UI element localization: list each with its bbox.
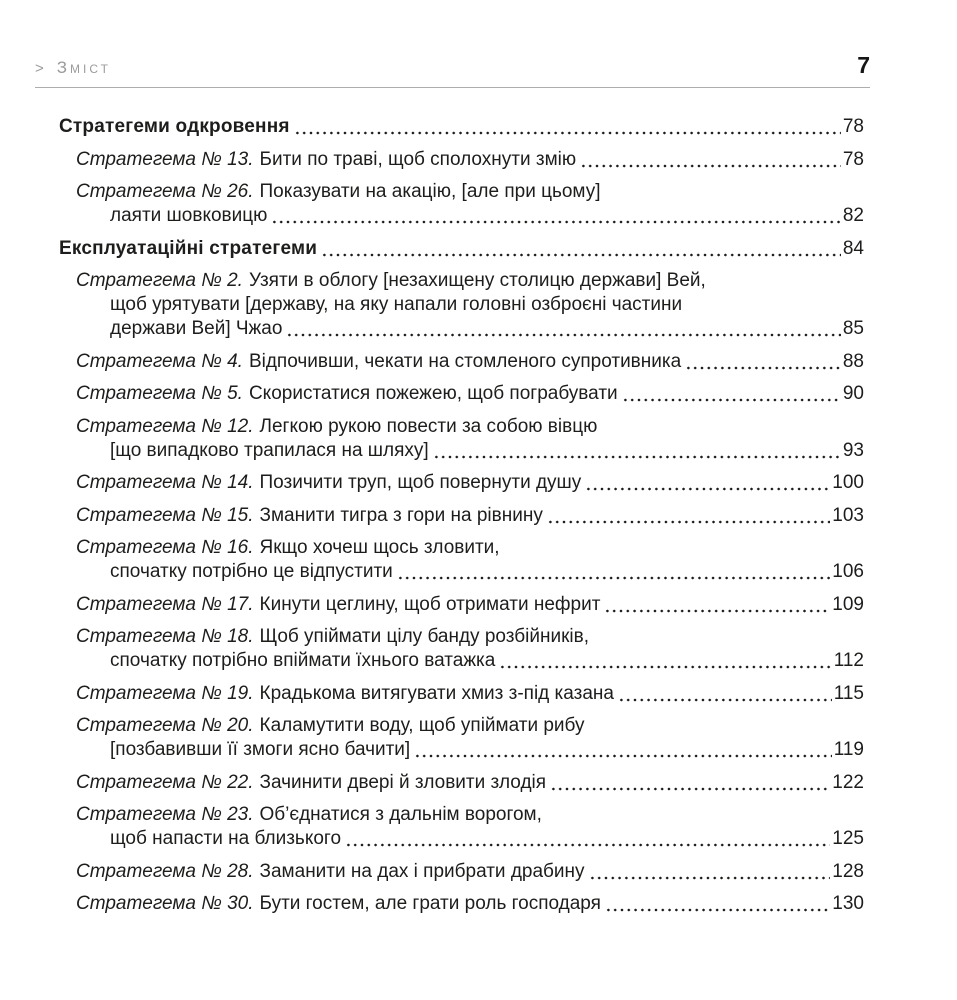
entry-page-number: 122 <box>832 771 864 793</box>
dot-leader <box>345 843 830 847</box>
entry-text: Позичити труп, щоб повернути душу <box>259 472 582 493</box>
entry-page-number: 130 <box>832 893 864 914</box>
stratagem-number: Стратегема № 5. <box>76 383 243 404</box>
toc-section <box>59 237 864 261</box>
dot-leader <box>397 576 831 580</box>
toc-line <box>59 382 864 406</box>
toc-line <box>59 148 864 172</box>
entry-page-number: 119 <box>833 739 864 760</box>
dot-leader <box>286 333 840 337</box>
stratagem-number: Стратегема № 2. <box>76 270 243 291</box>
entry-page-number: 93 <box>842 439 864 461</box>
toc-item <box>59 860 864 884</box>
toc-item <box>59 504 864 528</box>
entry-text: Якщо хочеш щось зловити, <box>259 537 500 558</box>
stratagem-number: Стратегема № 22. <box>76 771 254 793</box>
toc-item <box>59 180 864 228</box>
toc-line <box>59 180 864 204</box>
entry-text: Щоб упіймати цілу банду розбійників, <box>259 626 589 647</box>
stratagem-number: Стратегема № 23. <box>76 804 254 825</box>
toc-item <box>59 382 864 406</box>
entry-text: Експлуатаційні стратегеми <box>59 237 318 259</box>
toc-line <box>59 471 864 495</box>
header-rule <box>35 87 870 88</box>
stratagem-number: Стратегема № 14. <box>76 472 254 493</box>
dot-leader <box>433 455 841 459</box>
toc-line <box>59 714 864 738</box>
toc-line <box>59 269 864 293</box>
entry-text: спочатку потрібно впіймати їхнього ватажка <box>110 650 496 671</box>
entry-page-number: 88 <box>842 350 864 372</box>
entry-page-number: 78 <box>842 148 864 170</box>
dot-leader <box>685 366 841 370</box>
dot-leader <box>585 487 830 491</box>
entry-text: Показувати на акацію, [але при цьому] <box>259 181 601 202</box>
toc-item <box>59 593 864 617</box>
dot-leader <box>604 609 830 613</box>
dot-leader <box>618 698 832 702</box>
stratagem-number: Стратегема № 12. <box>76 415 254 437</box>
toc-line <box>59 738 864 762</box>
toc-line <box>59 593 864 617</box>
entry-page-number: 82 <box>842 205 864 226</box>
chevron-right-icon: > <box>35 60 44 77</box>
entry-page-number: 125 <box>832 828 864 849</box>
entry-text: лаяти шовковицю <box>110 205 268 226</box>
stratagem-number: Стратегема № 26. <box>76 181 254 202</box>
dot-leader <box>550 787 830 791</box>
toc-item <box>59 350 864 374</box>
entry-text: спочатку потрібно це відпустити <box>110 561 393 582</box>
stratagem-number: Стратегема № 16. <box>76 537 254 558</box>
toc-item <box>59 682 864 706</box>
toc-line <box>59 293 864 317</box>
entry-text: Об’єднатися з дальнім ворогом, <box>259 804 542 825</box>
stratagem-number: Стратегема № 30. <box>76 893 254 914</box>
toc-line <box>59 504 864 528</box>
dot-leader <box>589 876 831 880</box>
toc-line <box>59 560 864 584</box>
entry-page-number: 128 <box>832 860 864 882</box>
dot-leader <box>321 253 841 257</box>
toc-item <box>59 714 864 762</box>
dot-leader <box>499 665 831 669</box>
dot-leader <box>605 908 830 912</box>
toc-item <box>59 269 864 341</box>
entry-text: щоб напасти на близького <box>110 828 342 849</box>
entry-text: Стратегеми одкровення <box>59 116 290 137</box>
entry-page-number: 115 <box>833 682 864 704</box>
toc-item <box>59 771 864 795</box>
entry-page-number: 90 <box>842 383 864 404</box>
stratagem-number: Стратегема № 17. <box>76 593 254 615</box>
toc-section <box>59 115 864 139</box>
entry-text: Бити по траві, щоб сполохнути змію <box>259 148 577 170</box>
running-title: Зміст <box>56 58 111 77</box>
entry-page-number: 84 <box>842 237 864 259</box>
running-head <box>35 58 111 78</box>
dot-leader <box>622 398 841 402</box>
toc-line <box>59 204 864 228</box>
stratagem-number: Стратегема № 28. <box>76 860 254 882</box>
entry-text: щоб урятувати [державу, на яку напали головні озброєні частини <box>110 294 683 315</box>
toc-item <box>59 536 864 584</box>
toc-item <box>59 415 864 463</box>
dot-leader <box>414 754 832 758</box>
stratagem-number: Стратегема № 13. <box>76 148 254 170</box>
toc-line <box>59 415 864 439</box>
toc-item <box>59 148 864 172</box>
toc-item <box>59 625 864 673</box>
stratagem-number: Стратегема № 4. <box>76 350 243 372</box>
entry-page-number: 103 <box>832 504 864 526</box>
entry-text: Крадькома витягувати хмиз з-під казана <box>259 682 614 704</box>
stratagem-number: Стратегема № 15. <box>76 504 254 526</box>
toc-line <box>59 892 864 916</box>
entry-text: Заманити на дах і прибрати драбину <box>259 860 585 882</box>
toc-line <box>59 115 864 139</box>
page-header <box>35 52 870 79</box>
entry-text: Узяти в облогу [незахищену столицю держави] Вей, <box>248 270 706 291</box>
entry-page-number: 106 <box>832 561 864 582</box>
toc-line <box>59 827 864 851</box>
toc-line <box>59 649 864 673</box>
entry-page-number: 109 <box>832 593 864 615</box>
entry-text: Скористатися пожежею, щоб пограбувати <box>248 383 618 404</box>
toc-line <box>59 439 864 463</box>
toc-item <box>59 803 864 851</box>
entry-text: [позбавивши її змоги ясно бачити] <box>110 739 411 760</box>
toc-item <box>59 892 864 916</box>
dot-leader <box>271 220 840 224</box>
entry-page-number: 100 <box>832 472 864 493</box>
entry-text: Зачинити двері й зловити злодія <box>259 771 547 793</box>
stratagem-number: Стратегема № 19. <box>76 682 254 704</box>
toc-line <box>59 803 864 827</box>
stratagem-number: Стратегема № 18. <box>76 626 254 647</box>
toc-line <box>59 317 864 341</box>
entry-text: держави Вей] Чжао <box>110 318 283 339</box>
toc-list <box>59 115 864 916</box>
dot-leader <box>294 131 841 135</box>
entry-text: Легкою рукою повести за собою вівцю <box>259 415 598 437</box>
toc-line <box>59 771 864 795</box>
entry-text: Відпочивши, чекати на стомленого супротивника <box>248 350 682 372</box>
entry-page-number: 112 <box>833 650 864 671</box>
toc-line <box>59 536 864 560</box>
toc-line <box>59 625 864 649</box>
toc-item <box>59 471 864 495</box>
toc-line <box>59 237 864 261</box>
entry-page-number: 85 <box>842 318 864 339</box>
toc-line <box>59 860 864 884</box>
entry-text: Зманити тигра з гори на рівнину <box>259 504 543 526</box>
dot-leader <box>580 164 841 168</box>
toc-line <box>59 350 864 374</box>
page-number: 7 <box>857 52 870 78</box>
dot-leader <box>547 520 830 524</box>
entry-text: Бути гостем, але грати роль господаря <box>259 893 601 914</box>
entry-page-number: 78 <box>842 116 864 137</box>
entry-text: [що випадково трапилася на шляху] <box>110 439 429 461</box>
toc-line <box>59 682 864 706</box>
entry-text: Кинути цеглину, щоб отримати нефрит <box>259 593 601 615</box>
stratagem-number: Стратегема № 20. <box>76 715 254 736</box>
entry-text: Каламутити воду, щоб упіймати рибу <box>259 715 585 736</box>
